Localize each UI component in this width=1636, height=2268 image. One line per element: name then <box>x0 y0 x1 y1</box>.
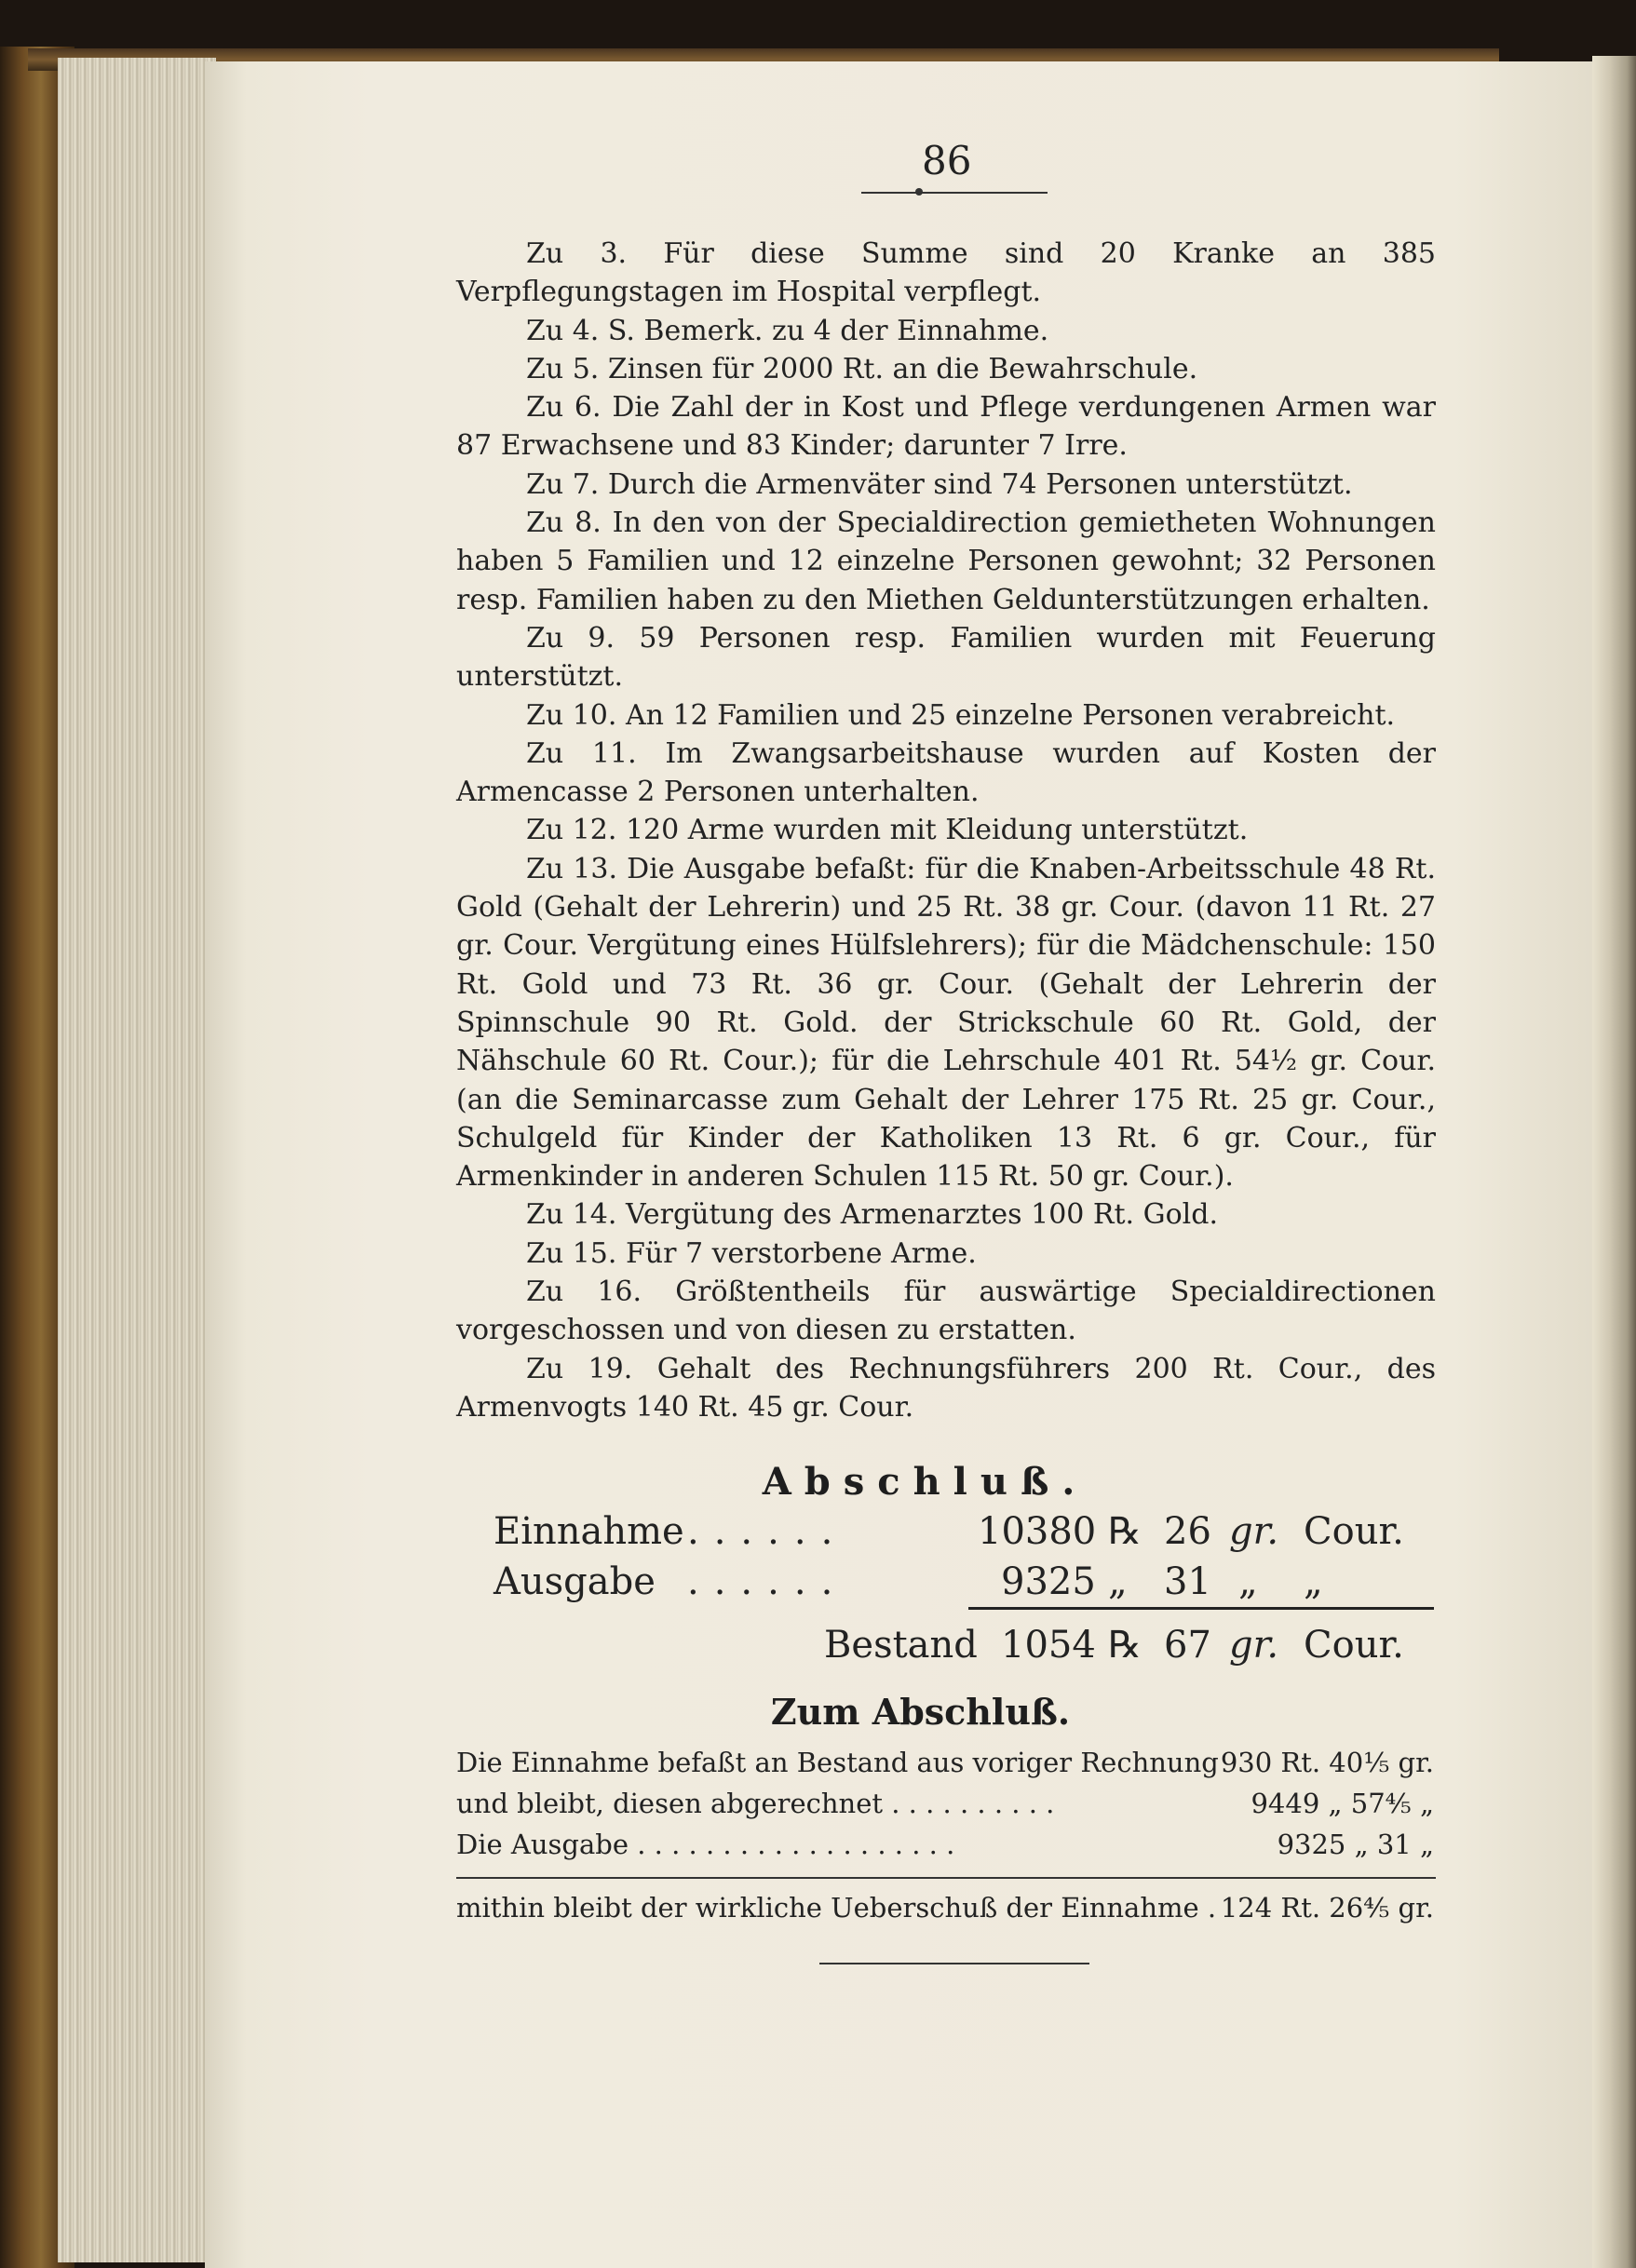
einnahme-gr: 26 <box>1164 1510 1211 1553</box>
einnahme-gr-unit: gr. <box>1229 1510 1279 1553</box>
note-3: Zu 3. Für diese Summe sind 20 Kranke an 385 Verpflegungstagen im Hospital verpflegt. <box>456 237 1436 309</box>
calc-row-ausgabe-value: 9325 „ 31 „ <box>1277 1829 1434 1860</box>
calc-row-remaining-value: 9449 „ 57⅘ „ <box>1251 1788 1434 1819</box>
calc-row-bestand-label: Die Einnahme befaßt an Bestand aus voriger Rechnung <box>456 1747 1219 1778</box>
einnahme-label: Einnahme <box>494 1510 684 1553</box>
ausgabe-dots: ...... <box>687 1560 848 1603</box>
einnahme-cur: Cour. <box>1304 1510 1404 1553</box>
einnahme-dots: ...... <box>687 1510 848 1553</box>
calc-rule <box>456 1877 1436 1879</box>
calc-row-result <box>456 1892 1434 1929</box>
ausgabe-rt: 9325 <box>1001 1560 1096 1603</box>
end-rule <box>819 1963 1089 1964</box>
note-4: Zu 4. S. Bemerk. zu 4 der Einnahme. <box>526 314 1049 347</box>
bestand-gr: 67 <box>1164 1624 1211 1667</box>
ausgabe-rt-unit: „ <box>1108 1560 1128 1603</box>
page-stack <box>58 58 216 2262</box>
note-12: Zu 12. 120 Arme wurden mit Kleidung unterstützt. <box>526 814 1249 847</box>
note-7: Zu 7. Durch die Armenväter sind 74 Personen unterstützt. <box>526 467 1353 501</box>
note-6: Zu 6. Die Zahl der in Kost und Pflege verdungenen Armen war 87 Erwachsene und 83 Kinder; darunter 7 Irre. <box>456 391 1436 463</box>
note-11: Zu 11. Im Zwangsarbeitshause wurden auf Kosten der Armencasse 2 Personen unterhalten. <box>456 736 1436 809</box>
note-13: Zu 13. Die Ausgabe befaßt: für die Knaben-Arbeitsschule 48 Rt. Gold (Gehalt der Lehrerin) und 25 Rt. 38 gr. Cour. (davon 11 Rt. 27 gr. Cour. Vergütung eines Hülfslehrers); für die Mädchenschule: 150 Rt. Gold und 73 Rt. 36 gr. Cour. (Gehalt der Lehrerin der Spinnschule 90 Rt. Gold. der Strickschule 60 Rt. Gold, der Nähschule 60 Rt. Cour.); für die Lehrschule 401 Rt. 54½ gr. Cour. (an die Seminarcasse zum Gehalt der Lehrer 175 Rt. 25 gr. Cour., Schulgeld für Kinder der Katholiken 13 Rt. 6 gr. Cour., für Armenkinder in anderen Schulen 115 Rt. 50 gr. Cour.). <box>456 852 1436 1194</box>
abschluss-title: Abschluß. <box>762 1460 1088 1504</box>
note-8: Zu 8. In den von der Specialdirection gemietheten Wohnungen haben 5 Familien und 12 einzelne Personen gewohnt; 32 Personen resp. Familien haben zu den Miethen Geldunterstützungen erhalten. <box>456 506 1436 616</box>
calc-row-bestand-value: 930 Rt. 40⅕ gr. <box>1220 1747 1434 1778</box>
bestand-gr-unit: gr. <box>1229 1624 1279 1667</box>
header-rule <box>861 192 1048 194</box>
note-15: Zu 15. Für 7 verstorbene Arme. <box>526 1236 977 1270</box>
calc-row-result-label: mithin bleibt der wirkliche Ueberschuß der Einnahme . <box>456 1892 1217 1924</box>
zum-abschluss-title: Zum Abschluß. <box>770 1691 1071 1733</box>
header-rule-dot <box>915 188 923 196</box>
notes-section <box>456 235 1436 1426</box>
bestand-cur: Cour. <box>1304 1624 1404 1667</box>
calc-row-ausgabe <box>456 1829 1434 1866</box>
note-10: Zu 10. An 12 Familien und 25 einzelne Personen verabreicht. <box>526 698 1396 732</box>
note-5: Zu 5. Zinsen für 2000 Rt. an die Bewahrschule. <box>526 352 1198 385</box>
bestand-rt: 1054 <box>1001 1624 1096 1667</box>
note-16: Zu 16. Größtentheils für auswärtige Specialdirectionen vorgeschossen und von diesen zu erstatten. <box>456 1276 1436 1347</box>
note-14: Zu 14. Vergütung des Armenarztes 100 Rt. Gold. <box>526 1198 1218 1232</box>
ausgabe-cur: „ <box>1304 1560 1323 1603</box>
calc-row-remaining-label: und bleibt, diesen abgerechnet . . . . . . . . . . <box>456 1788 1055 1819</box>
sum-line <box>968 1607 1434 1610</box>
ausgabe-label: Ausgabe <box>494 1560 656 1603</box>
ausgabe-gr-unit: „ <box>1238 1560 1258 1603</box>
einnahme-rt: 10380 <box>978 1510 1097 1553</box>
page-number: 86 <box>922 138 972 183</box>
bestand-rt-unit: ℞ <box>1108 1624 1142 1667</box>
calc-row-bestand <box>456 1747 1434 1784</box>
calc-row-ausgabe-label: Die Ausgabe . . . . . . . . . . . . . . . . . . . <box>456 1829 955 1860</box>
bestand-label: Bestand <box>824 1624 978 1667</box>
calc-row-result-value: 124 Rt. 26⅘ gr. <box>1220 1892 1434 1924</box>
note-9: Zu 9. 59 Personen resp. Familien wurden mit Feuerung unterstützt. <box>456 621 1436 694</box>
ausgabe-gr: 31 <box>1164 1560 1211 1603</box>
calc-row-remaining <box>456 1788 1434 1825</box>
einnahme-rt-unit: ℞ <box>1108 1510 1142 1553</box>
note-19: Zu 19. Gehalt des Rechnungsführers 200 Rt. Cour., des Armenvogts 140 Rt. 45 gr. Cour. <box>456 1352 1436 1424</box>
facing-page-edge <box>1592 56 1636 2268</box>
